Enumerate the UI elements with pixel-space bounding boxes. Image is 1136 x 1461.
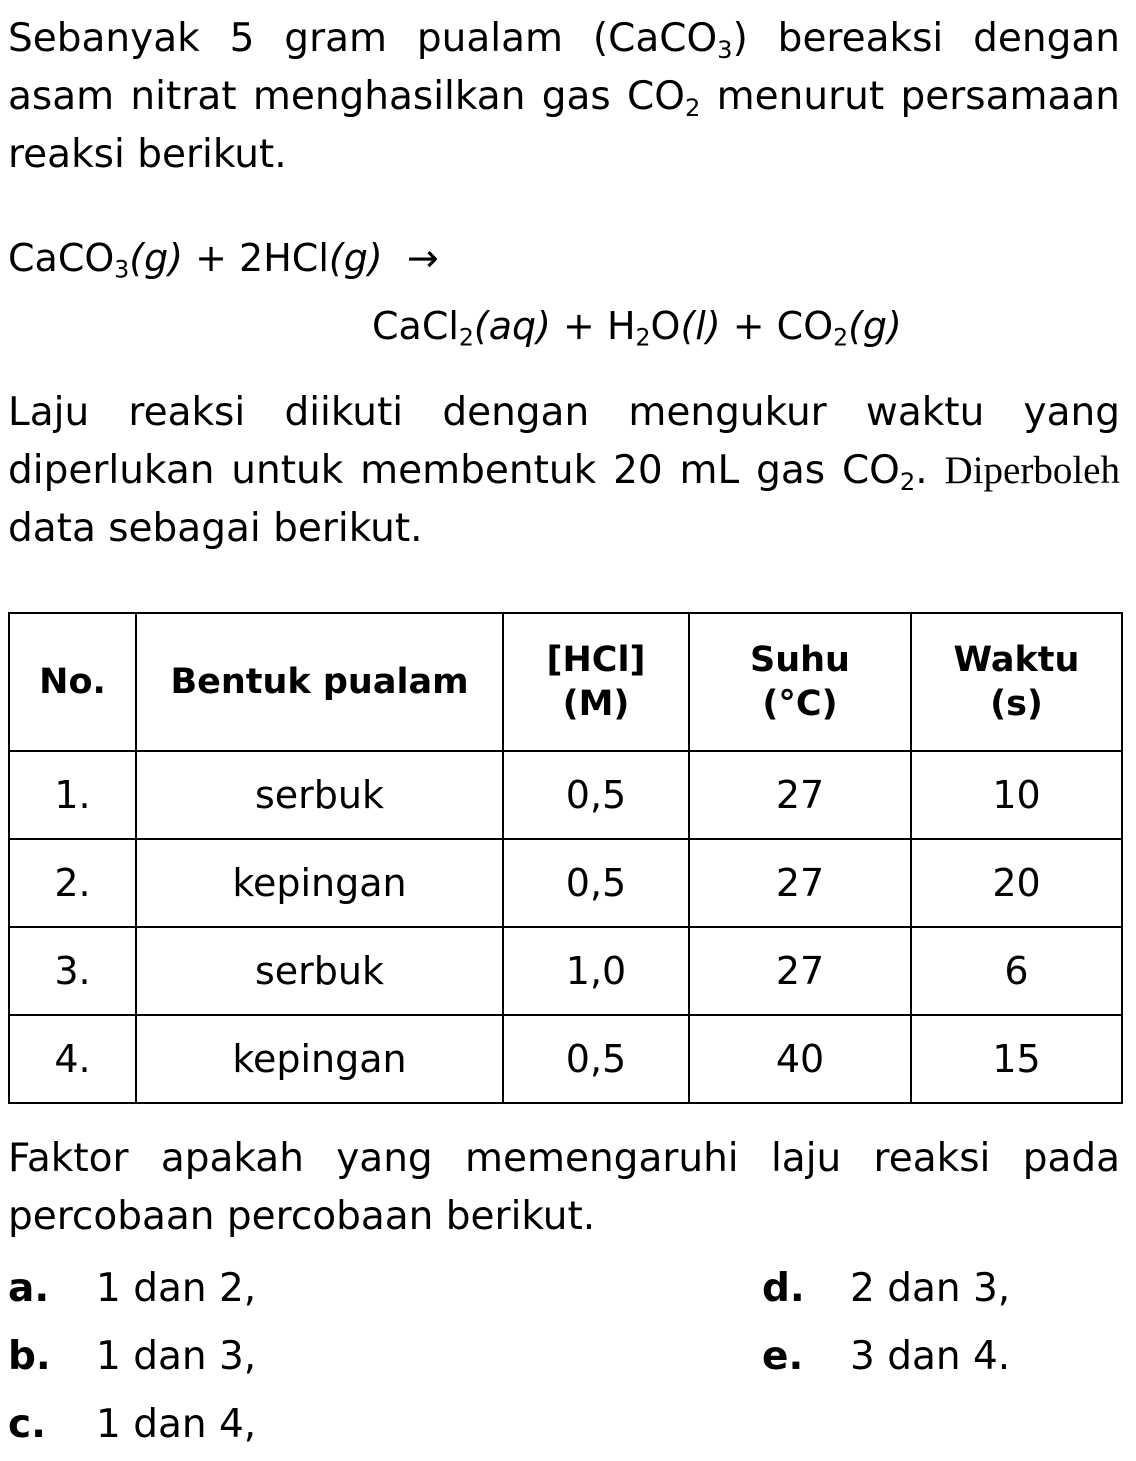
rate-text-2: . [915, 448, 928, 493]
intro-text-1: Sebanyak 5 gram pualam (CaCO [8, 16, 718, 61]
question-text: Faktor apakah yang memengaruhi laju reaksi pada percobaan percobaan berikut. [8, 1136, 1120, 1239]
header-hcl-line2: (M) [562, 684, 630, 724]
option-e-text: 3 dan 4. [850, 1334, 1011, 1379]
option-a-label: a. [8, 1266, 50, 1311]
cell-bentuk: kepingan [136, 839, 503, 927]
cell-no: 4. [9, 1015, 136, 1103]
intro-text-2: ) bereaksi dengan asam nitrat menghasilkan gas CO [8, 16, 1120, 119]
table-row [9, 927, 1122, 1015]
eq-arrow: → [382, 236, 439, 280]
cell-waktu: 15 [911, 1015, 1122, 1103]
eq-co2-state: (g) [848, 304, 902, 348]
option-e-label: e. [762, 1334, 804, 1379]
header-hcl [503, 613, 689, 751]
option-e[interactable] [762, 1334, 1010, 1379]
table-row [9, 751, 1122, 839]
table-row [9, 1015, 1122, 1103]
rate-text-3: data sebagai berikut. [8, 506, 423, 551]
option-b[interactable] [8, 1334, 256, 1379]
eq-co2-sub: 2 [833, 323, 849, 352]
eq-cacl2: CaCl [372, 304, 459, 348]
cell-suhu: 27 [689, 839, 911, 927]
cell-no: 1. [9, 751, 136, 839]
cell-hcl: 0,5 [503, 1015, 689, 1103]
intro-paragraph [8, 10, 1120, 184]
eq-cacl2-sub: 2 [458, 323, 474, 352]
cell-no: 3. [9, 927, 136, 1015]
header-suhu-line2: (°C) [762, 684, 838, 724]
header-no-label: No. [39, 662, 106, 702]
rate-text-1: Laju reaksi diikuti dengan mengukur waktu yang diperlukan untuk membentuk 20 mL gas CO [8, 390, 1120, 493]
cell-bentuk: serbuk [136, 751, 503, 839]
equation-line-2 [372, 304, 902, 352]
equation-line-1 [8, 236, 439, 284]
intro-sub-2: 2 [684, 93, 701, 122]
eq-caco3-sub: 3 [114, 255, 130, 284]
header-no [9, 613, 136, 751]
header-bentuk [136, 613, 503, 751]
option-c-text: 1 dan 4, [96, 1402, 257, 1447]
option-a[interactable] [8, 1266, 256, 1311]
eq-h2o-h: + H [550, 304, 636, 348]
cell-no: 2. [9, 839, 136, 927]
cell-waktu: 6 [911, 927, 1122, 1015]
intro-sub-1: 3 [717, 35, 733, 64]
cell-suhu: 27 [689, 751, 911, 839]
eq-h2o-sub: 2 [635, 323, 651, 352]
header-waktu-line1: Waktu [953, 640, 1080, 680]
rate-serif-word: Diperboleh [944, 449, 1120, 492]
option-c[interactable] [8, 1402, 256, 1447]
header-suhu [689, 613, 911, 751]
option-d-text: 2 dan 3, [850, 1266, 1011, 1311]
cell-waktu: 20 [911, 839, 1122, 927]
cell-hcl: 1,0 [503, 927, 689, 1015]
option-d[interactable] [762, 1266, 1010, 1311]
cell-hcl: 0,5 [503, 839, 689, 927]
header-waktu-line2: (s) [990, 684, 1043, 724]
eq-caco3: CaCO [8, 236, 115, 280]
option-b-text: 1 dan 3, [96, 1334, 257, 1379]
cell-bentuk: kepingan [136, 1015, 503, 1103]
cell-suhu: 27 [689, 927, 911, 1015]
header-bentuk-label: Bentuk pualam [170, 662, 469, 702]
eq-caco3-state: (g) [129, 236, 184, 280]
eq-cacl2-state: (aq) [473, 304, 551, 348]
cell-hcl: 0,5 [503, 751, 689, 839]
table-header-row [9, 613, 1122, 751]
eq-h2o-state: (l) [680, 304, 721, 348]
option-d-label: d. [762, 1266, 805, 1311]
table-row [9, 839, 1122, 927]
eq-co2: + CO [720, 304, 834, 348]
option-c-label: c. [8, 1402, 46, 1447]
experiment-table [8, 612, 1123, 1104]
header-hcl-line1: [HCl] [546, 640, 646, 680]
header-waktu [911, 613, 1122, 751]
eq-hcl: + 2HCl [183, 236, 329, 280]
eq-hcl-state: (g) [328, 236, 383, 280]
rate-sub: 2 [899, 467, 916, 496]
cell-suhu: 40 [689, 1015, 911, 1103]
rate-paragraph [8, 384, 1120, 558]
option-a-text: 1 dan 2, [96, 1266, 257, 1311]
intro-text-3: menurut persamaan reaksi berikut. [8, 74, 1120, 177]
cell-waktu: 10 [911, 751, 1122, 839]
eq-h2o-o: O [650, 304, 681, 348]
header-suhu-line1: Suhu [750, 640, 850, 680]
option-b-label: b. [8, 1334, 51, 1379]
cell-bentuk: serbuk [136, 927, 503, 1015]
